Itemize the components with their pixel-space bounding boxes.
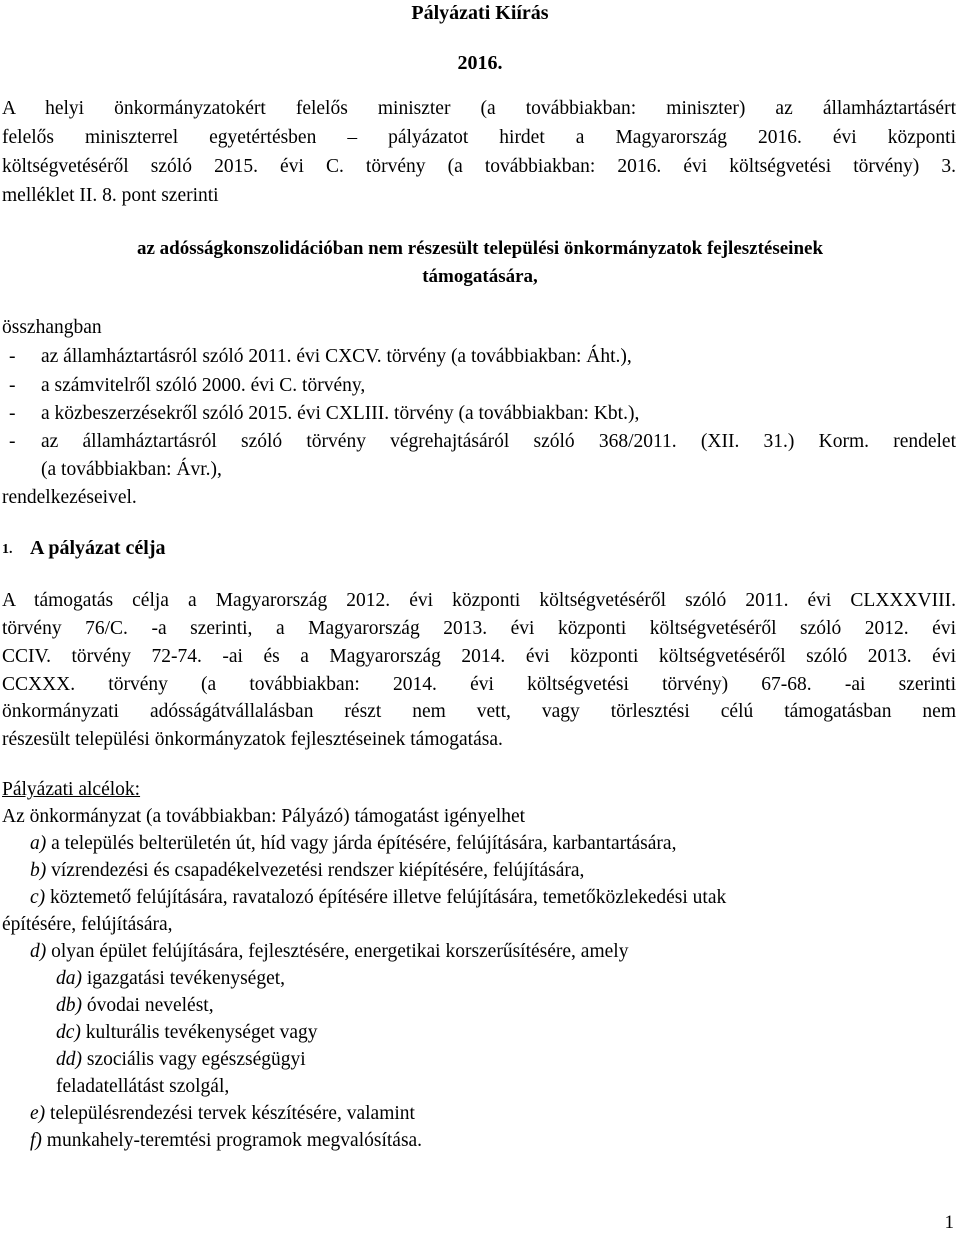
list-item [30,832,676,856]
sub-list-item [56,1021,318,1045]
purpose-line-4: CCXXX. törvény (a továbbiakban: 2014. évi költségvetési törvény) 67-68. -ai szerinti [2,674,956,695]
item-marker: da) [56,968,82,989]
law-dash: - [9,431,16,452]
item-text: településrendezési tervek készítésére, valamint [50,1103,415,1124]
purpose-line-2: törvény 76/C. -a szerinti, a Magyarország 2013. évi központi költségvetéséről szóló 2012. évi [2,618,956,639]
list-item [30,1102,415,1126]
item-marker: e) [30,1103,46,1124]
sub-list-item [56,1048,306,1072]
law-item-4-cont: (a továbbiakban: Ávr.), [41,459,222,480]
intro-line-3: költségvetéséről szóló 2015. évi C. törvény (a továbbiakban: 2016. évi költségvetési törvény) 3. [2,156,956,177]
law-item-1: az államháztartásról szóló 2011. évi CXCV. törvény (a továbbiakban: Áht.), [41,346,632,367]
intro-line-1: A helyi önkormányzatokért felelős miniszter (a továbbiakban: miniszter) az államháztartásért [2,98,956,119]
purpose-line-5: önkormányzati adósságátvállalásban részt nem vett, vagy törlesztési célú támogatásban nem [2,701,956,722]
accordance-label: összhangban [2,317,102,338]
item-text: óvodai nevelést, [86,995,214,1016]
item-marker: a) [30,833,47,854]
intro-line-2: felelős miniszterrel egyetértésben – pályázatot hirdet a Magyarország 2016. évi központi [2,127,956,148]
subgoals-label: Pályázati alcélok: [2,779,141,800]
subgoals-intro: Az önkormányzat (a továbbiakban: Pályázó) támogatást igényelhet [2,806,526,827]
subject-line-1: az adósságkonszolidációban nem részesült települési önkormányzatok fejlesztéseinek [136,238,824,259]
item-text: munkahely-teremtési programok megvalósítása. [46,1130,423,1151]
item-marker: d) [30,941,47,962]
sub-list-item [56,994,214,1018]
list-item [30,886,726,910]
section-number: 1. [2,542,13,557]
list-item [30,940,628,964]
item-text: igazgatási tevékenységet, [86,968,286,989]
item-marker: db) [56,995,82,1016]
item-text: olyan épület felújítására, fejlesztésére, energetikai korszerűsítésére, amely [51,941,629,962]
law-item-3: a közbeszerzésekről szóló 2015. évi CXLIII. törvény (a továbbiakban: Kbt.), [41,403,640,424]
list-item [30,1129,422,1153]
law-dash: - [9,346,16,367]
list-item-cont: építésére, felújítására, [2,914,173,935]
subject-line-2: támogatására, [422,266,538,287]
sub-list-item-cont: feladatellátást szolgál, [56,1076,230,1097]
list-item [30,859,584,883]
item-text: köztemető felújítására, ravatalozó építésére illetve felújítására, temetőközlekedési utak [50,887,727,908]
document-year: 2016. [457,52,503,74]
provisions-text: rendelkezéseivel. [2,487,137,508]
item-marker: dc) [56,1022,81,1043]
item-marker: f) [30,1130,42,1151]
purpose-line-6: részesült települési önkormányzatok fejlesztéseinek támogatása. [2,729,503,750]
purpose-line-1: A támogatás célja a Magyarország 2012. évi központi költségvetéséről szóló 2011. évi CLXXXVIII. [2,590,956,611]
law-dash: - [9,403,16,424]
law-dash: - [9,375,16,396]
item-text: kulturális tevékenységet vagy [85,1022,318,1043]
law-item-4: az államháztartásról szóló törvény végrehajtásáról szóló 368/2011. (XII. 31.) Korm. rendelet [41,431,956,452]
intro-line-4: melléklet II. 8. pont szerinti [2,185,219,206]
page-number: 1 [944,1212,954,1233]
item-text: a település belterületén út, híd vagy járda építésére, felújítására, karbantartására, [51,833,677,854]
law-item-2: a számvitelről szóló 2000. évi C. törvény, [41,375,366,396]
purpose-line-3: CCIV. törvény 72-74. -ai és a Magyarország 2014. évi központi költségvetéséről szóló 2013. évi [2,646,956,667]
item-text: szociális vagy egészségügyi [86,1049,306,1070]
sub-list-item [56,967,285,991]
item-marker: c) [30,887,46,908]
item-text: vízrendezési és csapadékelvezetési rendszer kiépítésére, felújítására, [51,860,585,881]
section-title: A pályázat célja [30,537,166,559]
document-title: Pályázati Kiírás [411,2,549,24]
item-marker: b) [30,860,47,881]
item-marker: dd) [56,1049,82,1070]
